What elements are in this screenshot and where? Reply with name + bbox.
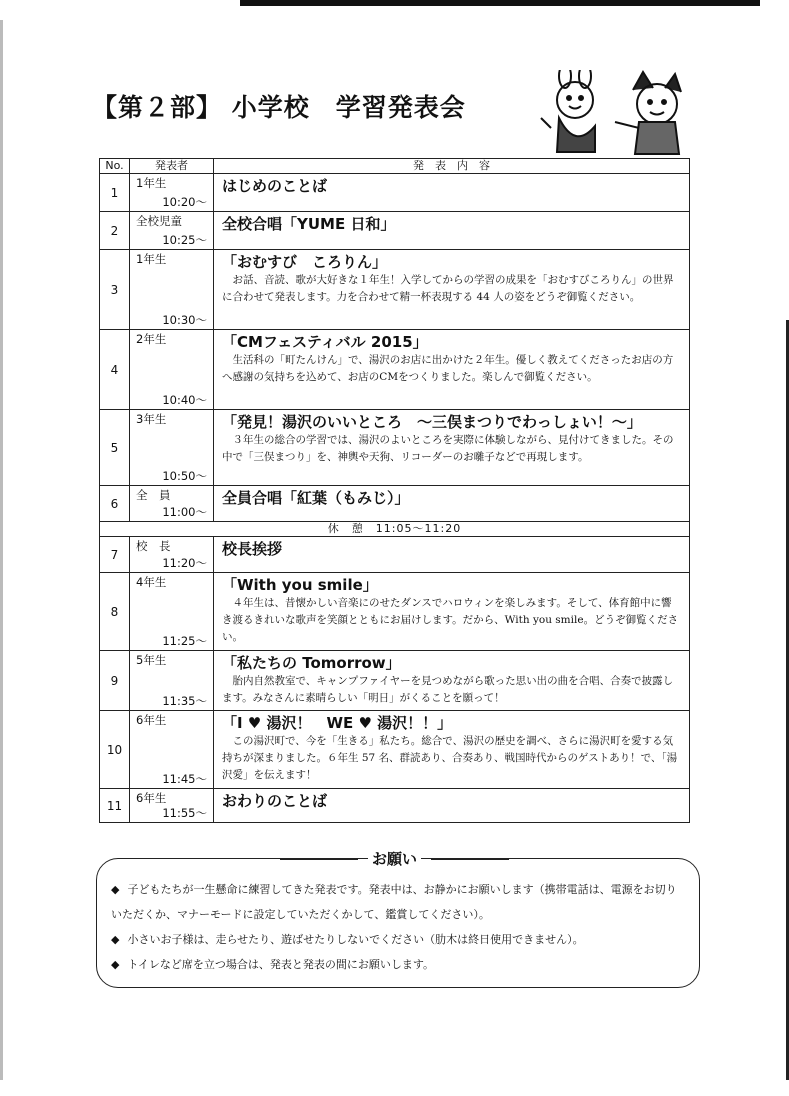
row-grade: 全校児童: [136, 214, 182, 228]
header-presenter: 発表者: [130, 159, 214, 174]
row-grade: 1年生: [136, 176, 167, 190]
row-title: 「発見！湯沢のいいところ ～三俣まつりでわっしょい！～」: [222, 413, 642, 431]
row-presenter: [130, 250, 214, 330]
row-no: 11: [100, 789, 130, 823]
row-presenter: [130, 651, 214, 711]
table-row: [100, 789, 690, 823]
row-presenter: [130, 212, 214, 250]
request-title: お願い: [368, 850, 421, 868]
row-grade: 5年生: [136, 653, 167, 667]
program-table: [99, 158, 690, 823]
diamond-bullet-icon: ◆: [111, 958, 120, 971]
table-row: [100, 537, 690, 573]
row-time: 11:35～: [162, 694, 207, 708]
row-description: この湯沢町で、今を「生きる」私たち。総合で、湯沢の歴史を調べ、さらに湯沢町を愛する気持ちが深まりました。６年生 57 名、群読あり、合奏あり、戦国時代からのゲストあり！で、「湯沢愛」を伝えます！: [222, 735, 678, 781]
row-no: 7: [100, 537, 130, 573]
row-content: [214, 537, 690, 573]
request-box: [96, 858, 700, 988]
request-item: [111, 927, 683, 952]
scan-edge-top: [240, 0, 760, 6]
row-no: 4: [100, 330, 130, 410]
mascot-illustration: [535, 70, 695, 160]
row-content: [214, 410, 690, 486]
row-content: [214, 174, 690, 212]
row-title: 校長挨拶: [222, 540, 283, 558]
row-presenter: [130, 573, 214, 651]
row-no: 2: [100, 212, 130, 250]
page-title: 【第２部】 小学校 学習発表会: [92, 93, 466, 122]
request-item: [111, 877, 683, 927]
row-grade: 2年生: [136, 332, 167, 346]
row-content: [214, 250, 690, 330]
row-no: 9: [100, 651, 130, 711]
row-grade: 校 長: [136, 539, 171, 553]
row-description: お話、音読、歌が大好きな１年生！入学してからの学習の成果を「おむすびころりん」の世界に合わせて発表します。力を合わせて精一杯表現する 44 人の姿をどうぞ御覧ください。: [222, 274, 674, 303]
table-row: [100, 250, 690, 330]
row-grade: 4年生: [136, 575, 167, 589]
row-time: 11:25～: [162, 634, 207, 648]
table-row: [100, 486, 690, 522]
row-time: 11:55～: [162, 806, 207, 820]
table-row: [100, 651, 690, 711]
row-title: はじめのことば: [222, 177, 328, 195]
row-time: 11:45～: [162, 772, 207, 786]
row-presenter: [130, 410, 214, 486]
request-text: トイレなど席を立つ場合は、発表と発表の間にお願いします。: [127, 958, 435, 971]
row-grade: 全 員: [136, 488, 171, 502]
row-grade: 6年生: [136, 791, 167, 805]
row-content: [214, 711, 690, 789]
row-description: 胎内自然教室で、キャンプファイヤーを見つめながら歌った思い出の曲を合唱、合奏で披露します。みなさんに素晴らしい「明日」がくることを願って！: [222, 675, 674, 704]
row-presenter: [130, 174, 214, 212]
row-presenter: [130, 789, 214, 823]
row-time: 10:25～: [162, 233, 207, 247]
row-description: 生活科の「町たんけん」で、湯沢のお店に出かけた２年生。優しく教えてくださったお店の方へ感謝の気持ちを込めて、お店のCMをつくりました。楽しんで御覧ください。: [222, 354, 674, 383]
diamond-bullet-icon: ◆: [111, 933, 120, 946]
row-title: 「I ♥ 湯沢！ WE ♥ 湯沢！！」: [222, 714, 453, 732]
table-row: [100, 174, 690, 212]
request-item: [111, 952, 683, 977]
row-no: 6: [100, 486, 130, 522]
request-heading: [0, 848, 789, 869]
row-no: 1: [100, 174, 130, 212]
row-presenter: [130, 711, 214, 789]
row-description: ３年生の総合の学習では、湯沢のよいところを実際に体験しながら、見付けてきました。その中で「三俣まつり」を、神輿や天狗、リコーダーのお囃子などで再現します。: [222, 434, 674, 463]
row-title: 「CMフェスティバル 2015」: [222, 333, 428, 351]
table-row: [100, 711, 690, 789]
row-content: [214, 212, 690, 250]
heading-rule-right: [431, 859, 509, 861]
row-no: 10: [100, 711, 130, 789]
row-title: 全員合唱「紅葉（もみじ）」: [222, 489, 410, 507]
row-time: 11:00～: [162, 505, 207, 519]
row-content: [214, 789, 690, 823]
row-title: 「私たちの Tomorrow」: [222, 654, 401, 672]
table-header-row: [100, 159, 690, 174]
row-title: おわりのことば: [222, 792, 328, 810]
row-description: ４年生は、昔懐かしい音楽にのせたダンスでハロウィンを楽しみます。そして、体育館中に響き渡るきれいな歌声を笑顔とともにお届けします。だから、With you smile。どうぞ御覧ください。: [222, 597, 679, 643]
row-content: [214, 330, 690, 410]
row-time: 10:40～: [162, 393, 207, 407]
break-row: [100, 522, 690, 537]
row-presenter: [130, 537, 214, 573]
row-title: 「With you smile」: [222, 576, 378, 594]
request-text: 子どもたちが一生懸命に練習してきた発表です。発表中は、お静かにお願いします（携帯電話は、電源をお切りいただくか、マナーモードに設定していただくかして、鑑賞してください）。: [111, 883, 677, 921]
diamond-bullet-icon: ◆: [111, 883, 120, 896]
row-title: 全校合唱「YUME 日和」: [222, 215, 396, 233]
row-content: [214, 573, 690, 651]
row-content: [214, 486, 690, 522]
row-presenter: [130, 330, 214, 410]
heading-rule-left: [280, 859, 358, 861]
table-row: [100, 410, 690, 486]
row-no: 5: [100, 410, 130, 486]
header-no: No.: [100, 159, 130, 174]
row-grade: 1年生: [136, 252, 167, 266]
table-row: [100, 212, 690, 250]
row-no: 3: [100, 250, 130, 330]
break-text: 休 憩 11:05～11:20: [100, 522, 690, 537]
row-grade: 3年生: [136, 412, 167, 426]
row-title: 「おむすび ころりん」: [222, 253, 388, 271]
row-time: 10:50～: [162, 469, 207, 483]
row-time: 11:20～: [162, 556, 207, 570]
header-content: 発 表 内 容: [214, 159, 690, 174]
row-content: [214, 651, 690, 711]
table-row: [100, 330, 690, 410]
request-text: 小さいお子様は、走らせたり、遊ばせたりしないでください（肋木は終日使用できません）。: [127, 933, 584, 946]
row-grade: 6年生: [136, 713, 167, 727]
scan-edge-left: [0, 20, 3, 1080]
row-no: 8: [100, 573, 130, 651]
row-presenter: [130, 486, 214, 522]
row-time: 10:20～: [162, 195, 207, 209]
row-time: 10:30～: [162, 313, 207, 327]
table-row: [100, 573, 690, 651]
